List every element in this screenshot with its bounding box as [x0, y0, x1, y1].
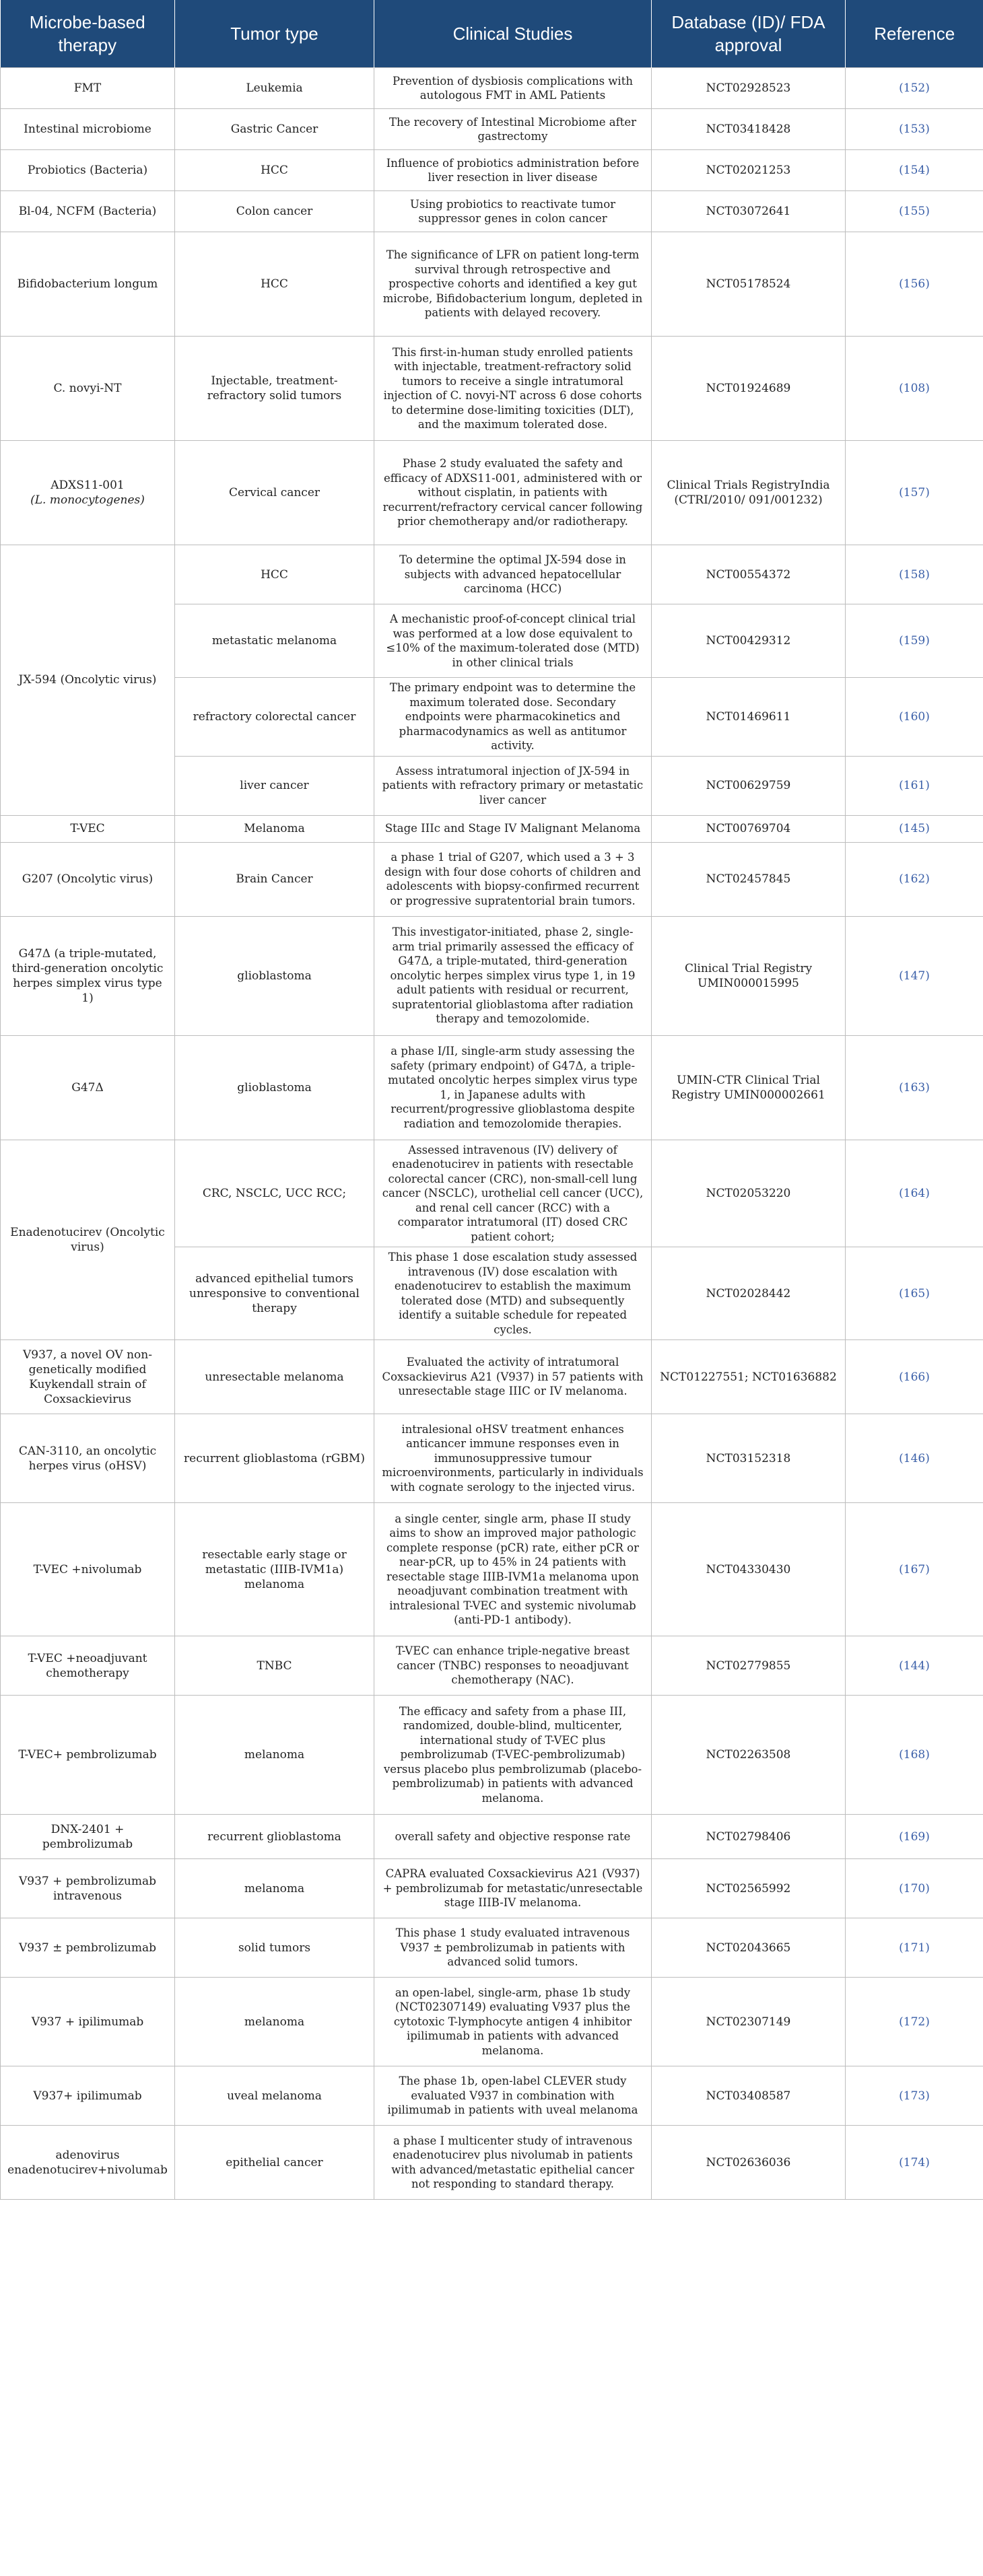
reference-link[interactable]: (171): [846, 1918, 983, 1978]
reference-link[interactable]: (174): [846, 2126, 983, 2200]
table-row: [1, 1035, 983, 1140]
table-row: [1, 815, 983, 842]
therapy-cell: Bifidobacterium longum: [1, 232, 175, 337]
database-cell: NCT04330430: [652, 1503, 846, 1636]
therapy-cell: T-VEC: [1, 815, 175, 842]
study-cell: Assess intratumoral injection of JX-594 in patients with refractory primary or metastatic liver cancer: [374, 756, 652, 815]
study-cell: The primary endpoint was to determine the maximum tolerated dose. Secondary endpoints were pharmacokinetics and pharmacodynamics as well as antitumor activity.: [374, 678, 652, 757]
therapy-cell: CAN-3110, an oncolytic herpes virus (oHSV): [1, 1414, 175, 1503]
table-row: [1, 109, 983, 150]
reference-link[interactable]: (163): [846, 1035, 983, 1140]
database-cell: NCT01469611: [652, 678, 846, 757]
database-cell: NCT03418428: [652, 109, 846, 150]
therapy-cell: T-VEC +neoadjuvant chemotherapy: [1, 1636, 175, 1696]
study-cell: The significance of LFR on patient long-term survival through retrospective and prospective cohorts and identified a key gut microbe, Bifidobacterium longum, depleted in patients with delayed recovery.: [374, 232, 652, 337]
therapy-cell: V937 + ipilimumab: [1, 1978, 175, 2066]
tumor-cell: unresectable melanoma: [175, 1340, 374, 1414]
therapy-cell: G47Δ (a triple-mutated, third-generation oncolytic herpes simplex virus type 1): [1, 916, 175, 1035]
reference-link[interactable]: (147): [846, 916, 983, 1035]
study-cell: Stage IIIc and Stage IV Malignant Melanoma: [374, 815, 652, 842]
tumor-cell: CRC, NSCLC, UCC RCC;: [175, 1140, 374, 1247]
study-cell: This first-in-human study enrolled patients with injectable, treatment-refractory solid tumors to receive a single intratumoral injection of C. novyi-NT across 6 dose cohorts to determine dose-limiting toxicities (DLT), and the maximum tolerated dose.: [374, 337, 652, 441]
reference-link[interactable]: (166): [846, 1340, 983, 1414]
reference-link[interactable]: (158): [846, 545, 983, 604]
reference-link[interactable]: (156): [846, 232, 983, 337]
study-cell: To determine the optimal JX-594 dose in subjects with advanced hepatocellular carcinoma (HCC): [374, 545, 652, 604]
header-clinical-studies: Clinical Studies: [374, 0, 652, 68]
table-row: [1, 916, 983, 1035]
database-cell: Clinical Trial Registry UMIN000015995: [652, 916, 846, 1035]
tumor-cell: melanoma: [175, 1859, 374, 1918]
database-cell: NCT02028442: [652, 1247, 846, 1340]
tumor-cell: Cervical cancer: [175, 441, 374, 545]
study-cell: a phase I/II, single-arm study assessing the safety (primary endpoint) of G47Δ, a triple-mutated oncolytic herpes simplex virus type 1, in Japanese adults with recurrent/progressive glioblastoma despite radiation and temozolomide therapies.: [374, 1035, 652, 1140]
study-cell: a phase 1 trial of G207, which used a 3 + 3 design with four dose cohorts of children and adolescents with biopsy-confirmed recurrent or progressive supratentorial brain tumors.: [374, 842, 652, 916]
table-row: [1, 842, 983, 916]
database-cell: NCT01227551; NCT01636882: [652, 1340, 846, 1414]
database-cell: NCT02457845: [652, 842, 846, 916]
tumor-cell: glioblastoma: [175, 1035, 374, 1140]
therapy-cell: V937+ ipilimumab: [1, 2066, 175, 2126]
reference-link[interactable]: (144): [846, 1636, 983, 1696]
table-row: [1, 1918, 983, 1978]
tumor-cell: advanced epithelial tumors unresponsive to conventional therapy: [175, 1247, 374, 1340]
reference-link[interactable]: (172): [846, 1978, 983, 2066]
therapy-cell: T-VEC+ pembrolizumab: [1, 1696, 175, 1815]
table-row: [1, 545, 983, 604]
therapy-cell: V937, a novel OV non-genetically modified Kuykendall strain of Coxsackievirus: [1, 1340, 175, 1414]
study-cell: This phase 1 dose escalation study assessed intravenous (IV) dose escalation with enadenotucirev to establish the maximum tolerated dose (MTD) and subsequently identify a suitable schedule for repeated cycles.: [374, 1247, 652, 1340]
tumor-cell: resectable early stage or metastatic (IIIB-IVM1a) melanoma: [175, 1503, 374, 1636]
reference-link[interactable]: (167): [846, 1503, 983, 1636]
therapy-cell: Enadenotucirev (Oncolytic virus): [1, 1140, 175, 1340]
study-cell: intralesional oHSV treatment enhances anticancer immune responses even in immunosuppressive tumour microenvironments, particularly in individuals with cognate serology to the injected virus.: [374, 1414, 652, 1503]
table-row: [1, 68, 983, 109]
table-row: [1, 1140, 983, 1247]
tumor-cell: HCC: [175, 150, 374, 191]
therapy-cell: G207 (Oncolytic virus): [1, 842, 175, 916]
database-cell: NCT02043665: [652, 1918, 846, 1978]
database-cell: NCT05178524: [652, 232, 846, 337]
study-cell: a single center, single arm, phase II study aims to show an improved major pathologic complete response (pCR) rate, either pCR or near-pCR, up to 45% in 24 patients with resectable stage IIIB-IVM1a melanoma upon neoadjuvant combination treatment with intralesional T-VEC and systemic nivolumab (anti-PD-1 antibody).: [374, 1503, 652, 1636]
database-cell: NCT03072641: [652, 191, 846, 232]
therapy-cell: DNX-2401 + pembrolizumab: [1, 1815, 175, 1859]
tumor-cell: HCC: [175, 545, 374, 604]
study-cell: Assessed intravenous (IV) delivery of enadenotucirev in patients with resectable colorectal cancer (CRC), non-small-cell lung cancer (NSCLC), urothelial cell cancer (UCC), and renal cell cancer (RCC) with a comparator intratumoral (IT) dosed CRC patient cohort;: [374, 1140, 652, 1247]
reference-link[interactable]: (152): [846, 68, 983, 109]
study-cell: a phase I multicenter study of intravenous enadenotucirev plus nivolumab in patients with advanced/metastatic epithelial cancer not responding to standard therapy.: [374, 2126, 652, 2200]
reference-link[interactable]: (153): [846, 109, 983, 150]
study-cell: T-VEC can enhance triple-negative breast cancer (TNBC) responses to neoadjuvant chemotherapy (NAC).: [374, 1636, 652, 1696]
table-row: [1, 441, 983, 545]
reference-link[interactable]: (165): [846, 1247, 983, 1340]
table-row: [1, 1815, 983, 1859]
table-row: [1, 1696, 983, 1815]
reference-link[interactable]: (173): [846, 2066, 983, 2126]
database-cell: UMIN-CTR Clinical Trial Registry UMIN000002661: [652, 1035, 846, 1140]
table-row: [1, 1414, 983, 1503]
database-cell: NCT00629759: [652, 756, 846, 815]
tumor-cell: Injectable, treatment-refractory solid tumors: [175, 337, 374, 441]
tumor-cell: HCC: [175, 232, 374, 337]
reference-link[interactable]: (164): [846, 1140, 983, 1247]
table-row: [1, 2126, 983, 2200]
tumor-cell: melanoma: [175, 1978, 374, 2066]
tumor-cell: Leukemia: [175, 68, 374, 109]
reference-link[interactable]: (169): [846, 1815, 983, 1859]
database-cell: NCT00769704: [652, 815, 846, 842]
database-cell: NCT02928523: [652, 68, 846, 109]
tumor-cell: liver cancer: [175, 756, 374, 815]
therapy-cell: [1, 441, 175, 545]
reference-link[interactable]: (155): [846, 191, 983, 232]
database-cell: NCT00554372: [652, 545, 846, 604]
table-row: [1, 191, 983, 232]
therapy-organism: (L. monocytogenes): [30, 493, 145, 507]
tumor-cell: TNBC: [175, 1636, 374, 1696]
database-cell: NCT00429312: [652, 604, 846, 678]
reference-link[interactable]: (160): [846, 678, 983, 757]
reference-link[interactable]: (161): [846, 756, 983, 815]
tumor-cell: recurrent glioblastoma: [175, 1815, 374, 1859]
database-cell: NCT02798406: [652, 1815, 846, 1859]
tumor-cell: melanoma: [175, 1696, 374, 1815]
reference-link[interactable]: (146): [846, 1414, 983, 1503]
database-cell: NCT02021253: [652, 150, 846, 191]
study-cell: The recovery of Intestinal Microbiome after gastrectomy: [374, 109, 652, 150]
reference-link[interactable]: (108): [846, 337, 983, 441]
tumor-cell: epithelial cancer: [175, 2126, 374, 2200]
study-cell: overall safety and objective response rate: [374, 1815, 652, 1859]
reference-link[interactable]: (145): [846, 815, 983, 842]
table-row: [1, 1636, 983, 1696]
therapy-cell: Intestinal microbiome: [1, 109, 175, 150]
tumor-cell: solid tumors: [175, 1918, 374, 1978]
database-cell: NCT02636036: [652, 2126, 846, 2200]
reference-link[interactable]: (159): [846, 604, 983, 678]
database-cell: NCT01924689: [652, 337, 846, 441]
tumor-cell: recurrent glioblastoma (rGBM): [175, 1414, 374, 1503]
therapy-name: ADXS11-001: [50, 479, 125, 492]
reference-link[interactable]: (154): [846, 150, 983, 191]
tumor-cell: Melanoma: [175, 815, 374, 842]
database-cell: NCT02053220: [652, 1140, 846, 1247]
therapy-cell: T-VEC +nivolumab: [1, 1503, 175, 1636]
tumor-cell: uveal melanoma: [175, 2066, 374, 2126]
tumor-cell: metastatic melanoma: [175, 604, 374, 678]
therapy-cell: FMT: [1, 68, 175, 109]
tumor-cell: refractory colorectal cancer: [175, 678, 374, 757]
table-row: [1, 1859, 983, 1918]
tumor-cell: Brain Cancer: [175, 842, 374, 916]
tumor-cell: glioblastoma: [175, 916, 374, 1035]
study-cell: This investigator-initiated, phase 2, single-arm trial primarily assessed the efficacy of G47Δ, a triple-mutated, third-generation oncolytic herpes simplex virus type 1, in 19 adult patients with residual or recurrent, supratentorial glioblastoma after radiation therapy and temozolomide.: [374, 916, 652, 1035]
table-row: [1, 337, 983, 441]
study-cell: Evaluated the activity of intratumoral Coxsackievirus A21 (V937) in 57 patients with unresectable stage IIIC or IV melanoma.: [374, 1340, 652, 1414]
study-cell: The phase 1b, open-label CLEVER study evaluated V937 in combination with ipilimumab in patients with uveal melanoma: [374, 2066, 652, 2126]
reference-link[interactable]: (168): [846, 1696, 983, 1815]
header-row: [1, 0, 983, 68]
tumor-cell: Gastric Cancer: [175, 109, 374, 150]
study-cell: an open-label, single-arm, phase 1b study (NCT02307149) evaluating V937 plus the cytotoxic T-lymphocyte antigen 4 inhibitor ipilimumab in patients with advanced melanoma.: [374, 1978, 652, 2066]
therapy-cell: C. novyi-NT: [1, 337, 175, 441]
database-cell: NCT02565992: [652, 1859, 846, 1918]
therapy-cell: JX-594 (Oncolytic virus): [1, 545, 175, 816]
database-cell: Clinical Trials RegistryIndia (CTRI/2010/ 091/001232): [652, 441, 846, 545]
table-row: [1, 1978, 983, 2066]
therapy-cell: V937 ± pembrolizumab: [1, 1918, 175, 1978]
table-row: [1, 1503, 983, 1636]
therapy-cell: G47Δ: [1, 1035, 175, 1140]
study-cell: This phase 1 study evaluated intravenous V937 ± pembrolizumab in patients with advanced solid tumors.: [374, 1918, 652, 1978]
study-cell: Prevention of dysbiosis complications with autologous FMT in AML Patients: [374, 68, 652, 109]
database-cell: NCT02263508: [652, 1696, 846, 1815]
therapy-cell: Bl-04, NCFM (Bacteria): [1, 191, 175, 232]
table-row: [1, 2066, 983, 2126]
tumor-cell: Colon cancer: [175, 191, 374, 232]
reference-link[interactable]: (170): [846, 1859, 983, 1918]
header-database: Database (ID)/ FDA approval: [652, 0, 846, 68]
header-tumor-type: Tumor type: [175, 0, 374, 68]
study-cell: CAPRA evaluated Coxsackievirus A21 (V937) + pembrolizumab for metastatic/unresectable stage IIIB-IV melanoma.: [374, 1859, 652, 1918]
database-cell: NCT03152318: [652, 1414, 846, 1503]
database-cell: NCT02779855: [652, 1636, 846, 1696]
database-cell: NCT02307149: [652, 1978, 846, 2066]
study-cell: A mechanistic proof-of-concept clinical trial was performed at a low dose equivalent to ≤10% of the maximum-tolerated dose (MTD) in other clinical trials: [374, 604, 652, 678]
reference-link[interactable]: (162): [846, 842, 983, 916]
therapy-cell: V937 + pembrolizumab intravenous: [1, 1859, 175, 1918]
study-cell: Using probiotics to reactivate tumor suppressor genes in colon cancer: [374, 191, 652, 232]
study-cell: The efficacy and safety from a phase III, randomized, double-blind, multicenter, international study of T-VEC plus pembrolizumab (T-VEC-pembrolizumab) versus placebo plus pembrolizumab (placebo-pembrolizumab) in patients with advanced melanoma.: [374, 1696, 652, 1815]
database-cell: NCT03408587: [652, 2066, 846, 2126]
study-cell: Influence of probiotics administration before liver resection in liver disease: [374, 150, 652, 191]
table-row: [1, 150, 983, 191]
therapy-cell: adenovirus enadenotucirev+nivolumab: [1, 2126, 175, 2200]
table-row: [1, 1340, 983, 1414]
table-row: [1, 232, 983, 337]
study-cell: Phase 2 study evaluated the safety and efficacy of ADXS11-001, administered with or without cisplatin, in patients with recurrent/refractory cervical cancer following prior chemotherapy and/or radiotherapy.: [374, 441, 652, 545]
reference-link[interactable]: (157): [846, 441, 983, 545]
header-therapy: Microbe-based therapy: [1, 0, 175, 68]
therapy-cell: Probiotics (Bacteria): [1, 150, 175, 191]
header-reference: Reference: [846, 0, 983, 68]
